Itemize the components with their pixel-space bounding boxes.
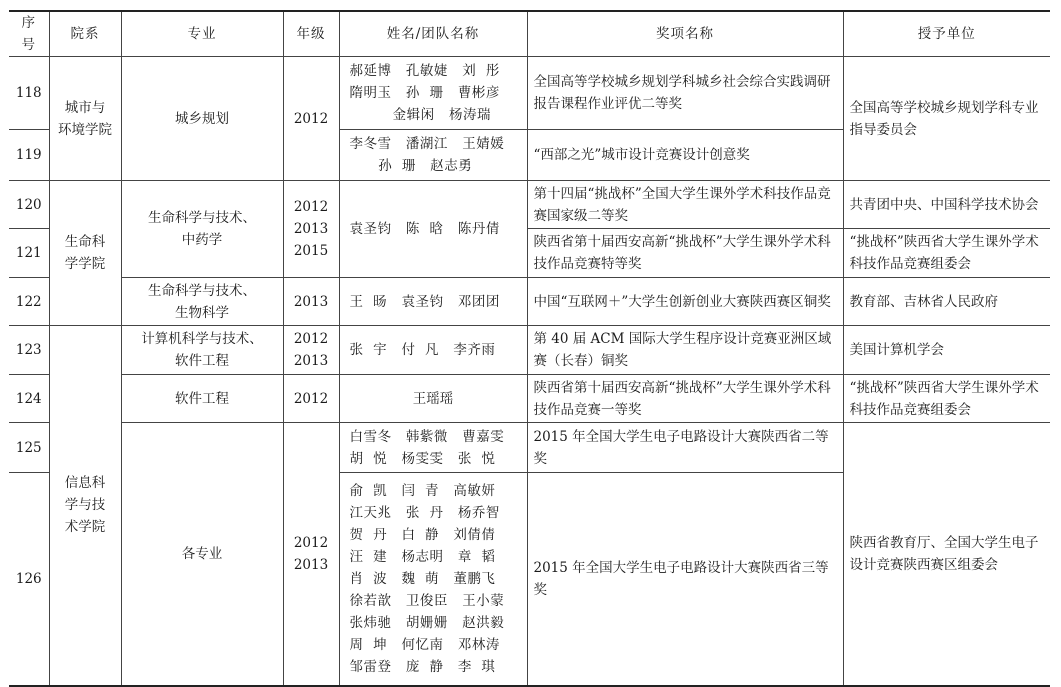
row-number: 122 (9, 278, 49, 326)
name-line: 江天兆 张 丹 杨乔智 (349, 504, 500, 521)
names-cell (339, 423, 527, 473)
names-cell (339, 326, 527, 375)
table-row (9, 278, 1050, 326)
grantor-cell: 全国高等学校城乡规划学科专业指导委员会 (843, 57, 1050, 181)
award-cell: 中国“互联网＋”大学生创新创业大赛陕西赛区铜奖 (527, 278, 843, 326)
row-number: 120 (9, 181, 49, 229)
college-cell: 信息科 学与技 术学院 (49, 326, 121, 686)
name-line: 周 坤 何忆南 邓林涛 (349, 636, 500, 653)
header-number: 序号 (9, 11, 49, 57)
major-cell: 软件工程 (121, 375, 283, 423)
grantor-cell: “挑战杯”陕西省大学生课外学术科技作品竞赛组委会 (843, 229, 1050, 278)
name-line: 贺 丹 白 静 刘倩倩 (349, 526, 496, 543)
award-cell: 陕西省第十届西安高新“挑战杯”大学生课外学术科技作品竞赛一等奖 (527, 375, 843, 423)
table-row (9, 375, 1050, 423)
row-number: 123 (9, 326, 49, 375)
row-number: 118 (9, 57, 49, 130)
grantor-cell: “挑战杯”陕西省大学生课外学术科技作品竞赛组委会 (843, 375, 1050, 423)
major-cell: 城乡规划 (121, 57, 283, 181)
award-cell: 第十四届“挑战杯”全国大学生课外学术科技作品竞赛国家级二等奖 (527, 181, 843, 229)
grantor-cell: 共青团中央、中国科学技术协会 (843, 181, 1050, 229)
college-cell: 生命科 学学院 (49, 181, 121, 326)
row-number: 126 (9, 473, 49, 686)
names-cell (339, 130, 527, 181)
award-cell: “西部之光”城市设计竞赛设计创意奖 (527, 130, 843, 181)
names-cell: 王瑶瑶 (339, 375, 527, 423)
name-line: 俞 凯 闫 青 高敏妍 (349, 482, 496, 499)
header-college: 院系 (49, 11, 121, 57)
names-cell (339, 181, 527, 278)
names-cell (339, 57, 527, 130)
grade-cell: 2012 (283, 57, 339, 181)
award-cell: 第 40 届 ACM 国际大学生程序设计竞赛亚洲区域赛（长春）铜奖 (527, 326, 843, 375)
row-number: 124 (9, 375, 49, 423)
grantor-cell: 美国计算机学会 (843, 326, 1050, 375)
header-award: 奖项名称 (527, 11, 843, 57)
table-row (9, 423, 1050, 473)
grade-cell: 2012 2013 2015 (283, 181, 339, 278)
major-cell: 生命科学与技术、 中药学 (121, 181, 283, 278)
name-line: 张炜驰 胡姗姗 赵洪毅 (349, 614, 505, 631)
grantor-cell: 教育部、吉林省人民政府 (843, 278, 1050, 326)
name-line: 汪 建 杨志明 章 韬 (349, 548, 496, 565)
table-row (9, 57, 1050, 130)
awards-table (9, 10, 1050, 687)
table-row (9, 326, 1050, 375)
names-cell (339, 278, 527, 326)
grade-cell: 2012 (283, 375, 339, 423)
name-line: 金辑闲 杨涛瑞 (349, 107, 491, 123)
header-names: 姓名/团队名称 (339, 11, 527, 57)
name-line: 白雪冬 韩紫微 曹嘉雯 (349, 428, 505, 445)
grade-cell: 2013 (283, 278, 339, 326)
name-line: 孙 珊 赵志勇 (349, 158, 473, 174)
award-cell: 2015 年全国大学生电子电路设计大赛陕西省二等奖 (527, 423, 843, 473)
header-major: 专业 (121, 11, 283, 57)
header-grade: 年级 (283, 11, 339, 57)
name-line: 胡 悦 杨雯雯 张 悦 (349, 450, 496, 467)
row-number: 121 (9, 229, 49, 278)
grade-cell: 2012 2013 (283, 423, 339, 686)
row-number: 125 (9, 423, 49, 473)
names-cell (339, 473, 527, 686)
award-cell: 陕西省第十届西安高新“挑战杯”大学生课外学术科技作品竞赛特等奖 (527, 229, 843, 278)
grade-cell: 2012 2013 (283, 326, 339, 375)
name-line: 肖 波 魏 萌 董鹏飞 (349, 570, 496, 587)
grantor-cell: 陕西省教育厅、全国大学生电子设计竞赛陕西赛区组委会 (843, 423, 1050, 686)
name-line: 袁圣钧 陈 晗 陈丹倩 (349, 221, 500, 237)
major-cell: 计算机科学与技术、 软件工程 (121, 326, 283, 375)
major-cell: 生命科学与技术、 生物科学 (121, 278, 283, 326)
college-cell: 城市与 环境学院 (49, 57, 121, 181)
major-cell: 各专业 (121, 423, 283, 686)
award-cell: 2015 年全国大学生电子电路设计大赛陕西省三等奖 (527, 473, 843, 686)
header-row (9, 11, 1050, 57)
header-grantor: 授予单位 (843, 11, 1050, 57)
name-line: 王 旸 袁圣钧 邓团团 (349, 293, 500, 310)
name-line: 邹雷登 庞 静 李 琪 (349, 658, 496, 675)
award-cell: 全国高等学校城乡规划学科城乡社会综合实践调研报告课程作业评优二等奖 (527, 57, 843, 130)
table-row (9, 181, 1050, 229)
name-line: 郝延博 孔敏婕 刘 彤 (349, 63, 500, 79)
name-line: 隋明玉 孙 珊 曹彬彦 (349, 85, 500, 101)
name-line: 张 宇 付 凡 李齐雨 (349, 342, 496, 358)
name-line: 徐若歆 卫俊臣 王小蒙 (349, 592, 505, 609)
name-line: 李冬雪 潘湖江 王婧媛 (349, 136, 505, 152)
row-number: 119 (9, 130, 49, 181)
